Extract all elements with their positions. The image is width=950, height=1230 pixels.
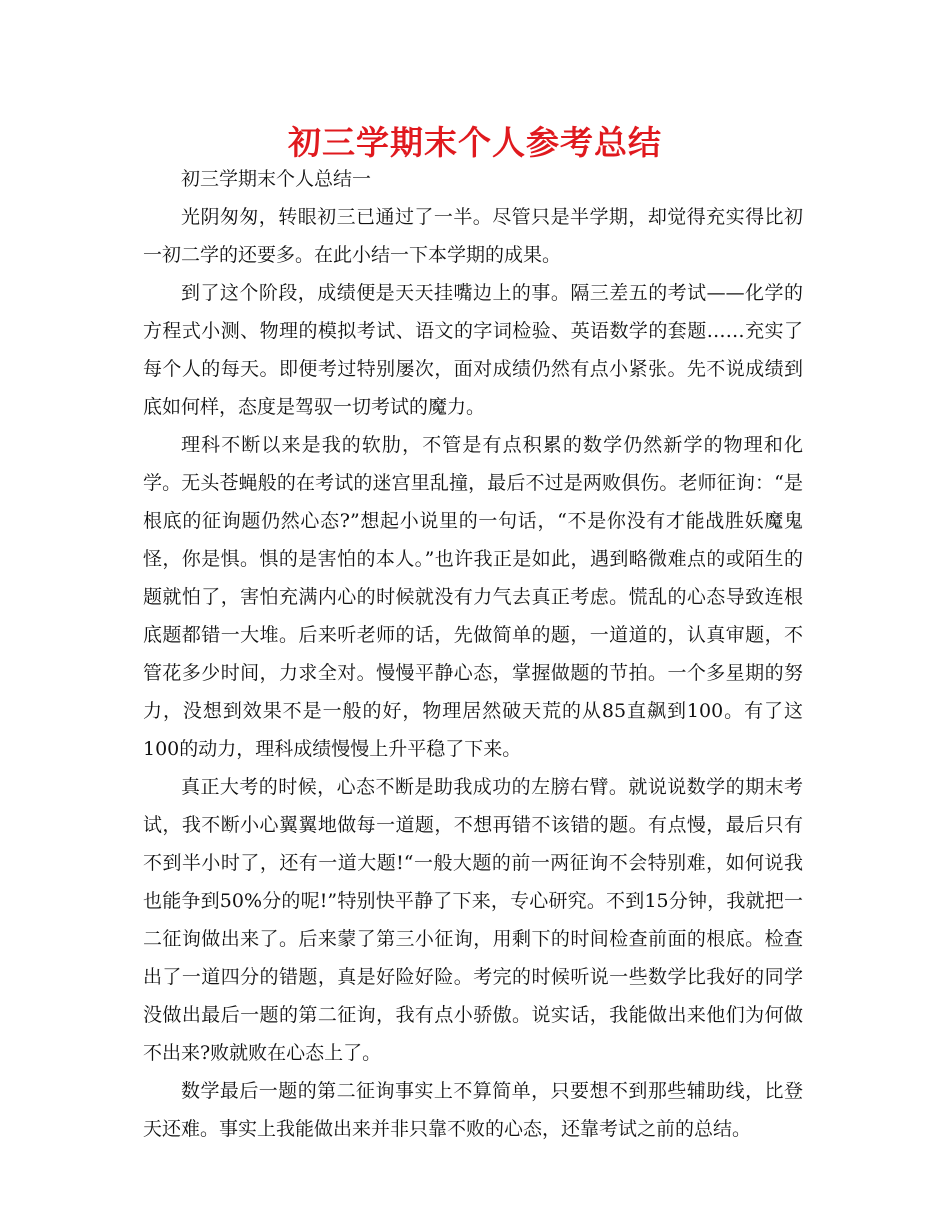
paragraph-3: 理科不断以来是我的软肋，不管是有点积累的数学仍然新学的物理和化学。无头苍蝇般的在考试的迷宫里乱撞，最后不过是两败俱伤。老师征询：“是根底的征询题仍然心态?”想起小说里的一句话，“不是你没有才能战胜妖魔鬼怪，你是惧。惧的是害怕的本人。”也许我正是如此，遇到略微难点的或陌生的题就怕了，害怕充满内心的时候就没有力气去真正考虑。慌乱的心态导致连根底题都错一大堆。后来听老师的话，先做简单的题，一道道的，认真审题，不管花多少时间，力求全对。慢慢平静心态，掌握做题的节拍。一个多星期的努力，没想到效果不是一般的好，物理居然破天荒的从85直飙到100。有了这100的动力，理科成绩慢慢上升平稳了下来。 xyxy=(143,434,803,760)
paragraph-1: 光阴匆匆，转眼初三已通过了一半。尽管只是半学期，却觉得充实得比初一初二学的还要多。在此小结一下本学期的成果。 xyxy=(143,206,803,266)
paragraph-4: 真正大考的时候，心态不断是助我成功的左膀右臂。就说说数学的期末考试，我不断小心翼翼地做每一道题，不想再错不该错的题。有点慢，最后只有不到半小时了，还有一道大题!“一般大题的前一两征询不会特别难，如何说我也能争到50%分的呢!”特别快平静了下来，专心研究。不到15分钟，我就把一二征询做出来了。后来蒙了第三小征询，用剩下的时间检查前面的根底。检查出了一道四分的错题，真是好险好险。考完的时候听说一些数学比我好的同学没做出最后一题的第二征询，我有点小骄傲。说实话，我能做出来他们为何做不出来?败就败在心态上了。 xyxy=(143,776,803,1064)
paragraph-5: 数学最后一题的第二征询事实上不算简单，只要想不到那些辅助线，比登天还难。事实上我能做出来并非只靠不败的心态，还靠考试之前的总结。 xyxy=(143,1080,803,1140)
document-body xyxy=(143,160,803,1148)
paragraph-2: 到了这个阶段，成绩便是天天挂嘴边上的事。隔三差五的考试——化学的方程式小测、物理的模拟考试、语文的字词检验、英语数学的套题……充实了每个人的每天。即便考过特别屡次，面对成绩仍然有点小紧张。先不说成绩到底如何样，态度是驾驭一切考试的魔力。 xyxy=(143,282,803,418)
document-subtitle: 初三学期末个人总结一 xyxy=(181,168,372,190)
document-title: 初三学期末个人参考总结 xyxy=(288,123,662,162)
